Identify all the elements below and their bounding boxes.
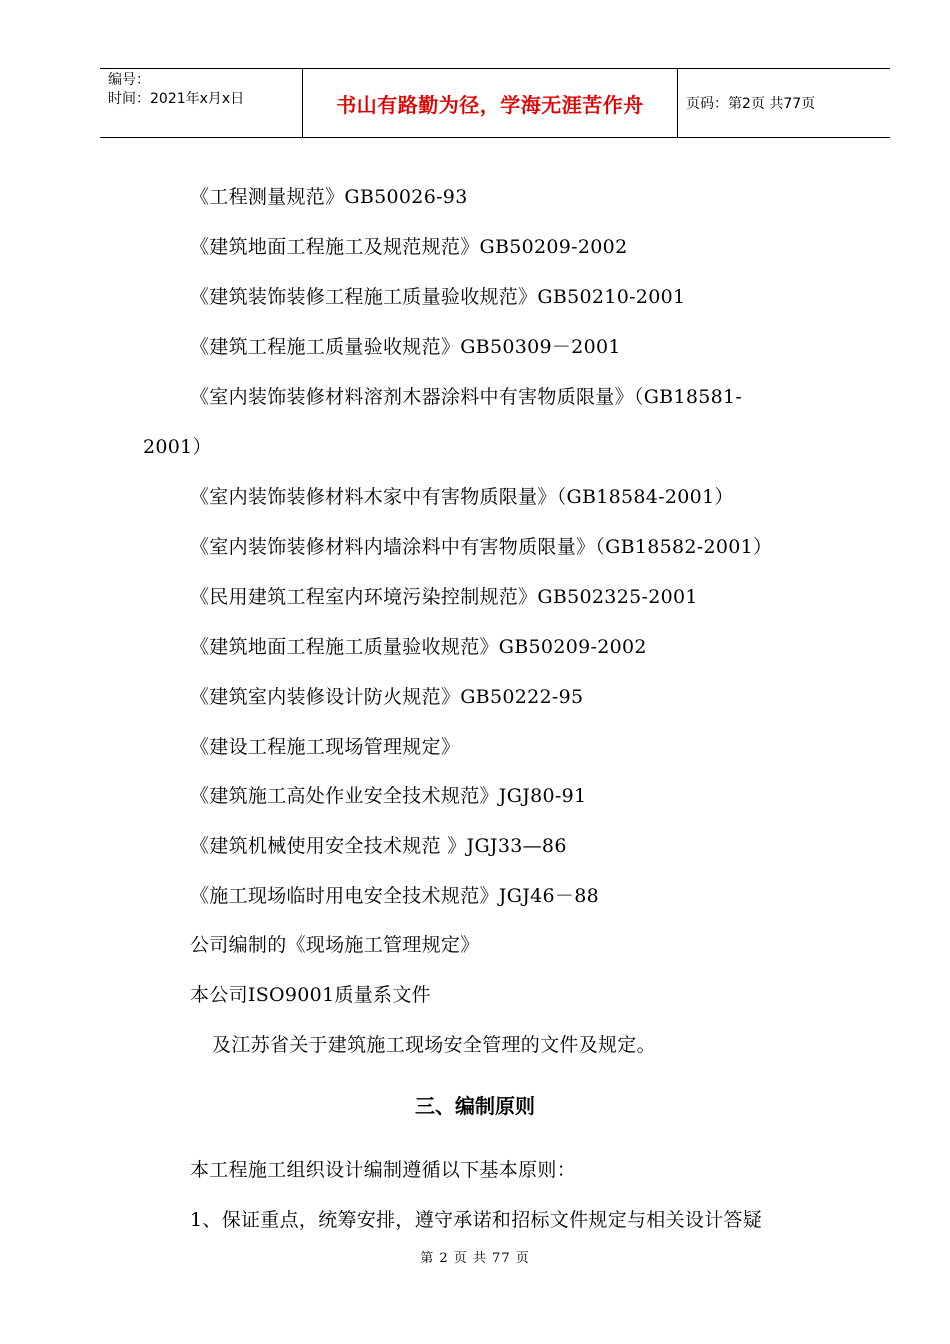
standard-item: 《施工现场临时用电安全技术规范》JGJ46－88 [190,885,599,907]
standard-item: 《建筑机械使用安全技术规范 》JGJ33—86 [190,835,567,857]
standard-item: 《建筑地面工程施工及规范规范》GB50209-2002 [190,236,628,258]
principle-item: 1、保证重点，统筹安排，遵守承诺和招标文件规定与相关设计答疑 [190,1209,763,1231]
header-page-cell [678,69,890,137]
standard-item: 《室内装饰装修材料内墙涂料中有害物质限量》（GB18582-2001） [190,536,773,558]
standard-item: 《建设工程施工现场管理规定》 [190,736,461,758]
standard-item: 《建筑装饰装修工程施工质量验收规范》GB50210-2001 [190,286,686,308]
standard-item: 《建筑地面工程施工质量验收规范》GB50209-2002 [190,636,647,658]
standard-item: 及江苏省关于建筑施工现场安全管理的文件及规定。 [212,1034,656,1056]
section-heading: 三、编制原则 [415,1094,535,1118]
standard-item: 《建筑工程施工质量验收规范》GB50309－2001 [190,336,621,358]
standard-item: 《室内装饰装修材料溶剂木器涂料中有害物质限量》（GB18581- [190,386,743,408]
page-header [100,68,890,138]
standard-item: 《民用建筑工程室内环境污染控制规范》GB502325-2001 [190,586,698,608]
serial-label: 编号： [108,72,150,88]
motto: 书山有路勤为径，学海无涯苦作舟 [336,92,644,117]
standard-item: 公司编制的《现场施工管理规定》 [190,934,480,956]
page-footer: 第 2 页 共 77 页 [420,1251,530,1266]
header-motto-cell [302,69,678,137]
standard-item: 《建筑室内装修设计防火规范》GB50222-95 [190,686,584,708]
header-meta [100,69,302,137]
standard-item: 本公司ISO9001质量系文件 [190,984,431,1006]
standard-item: 《工程测量规范》GB50026-93 [190,186,468,208]
standard-item: 《建筑施工高处作业安全技术规范》JGJ80-91 [190,785,587,807]
intro-paragraph: 本工程施工组织设计编制遵循以下基本原则： [190,1159,577,1181]
standard-item: 《室内装饰装修材料木家中有害物质限量》（GB18584-2001） [190,486,734,508]
time-label: 时间：2021年x月x日 [108,91,245,107]
page-info: 页码：第2页 共77页 [686,96,816,112]
standard-item-continuation: 2001） [143,436,212,458]
